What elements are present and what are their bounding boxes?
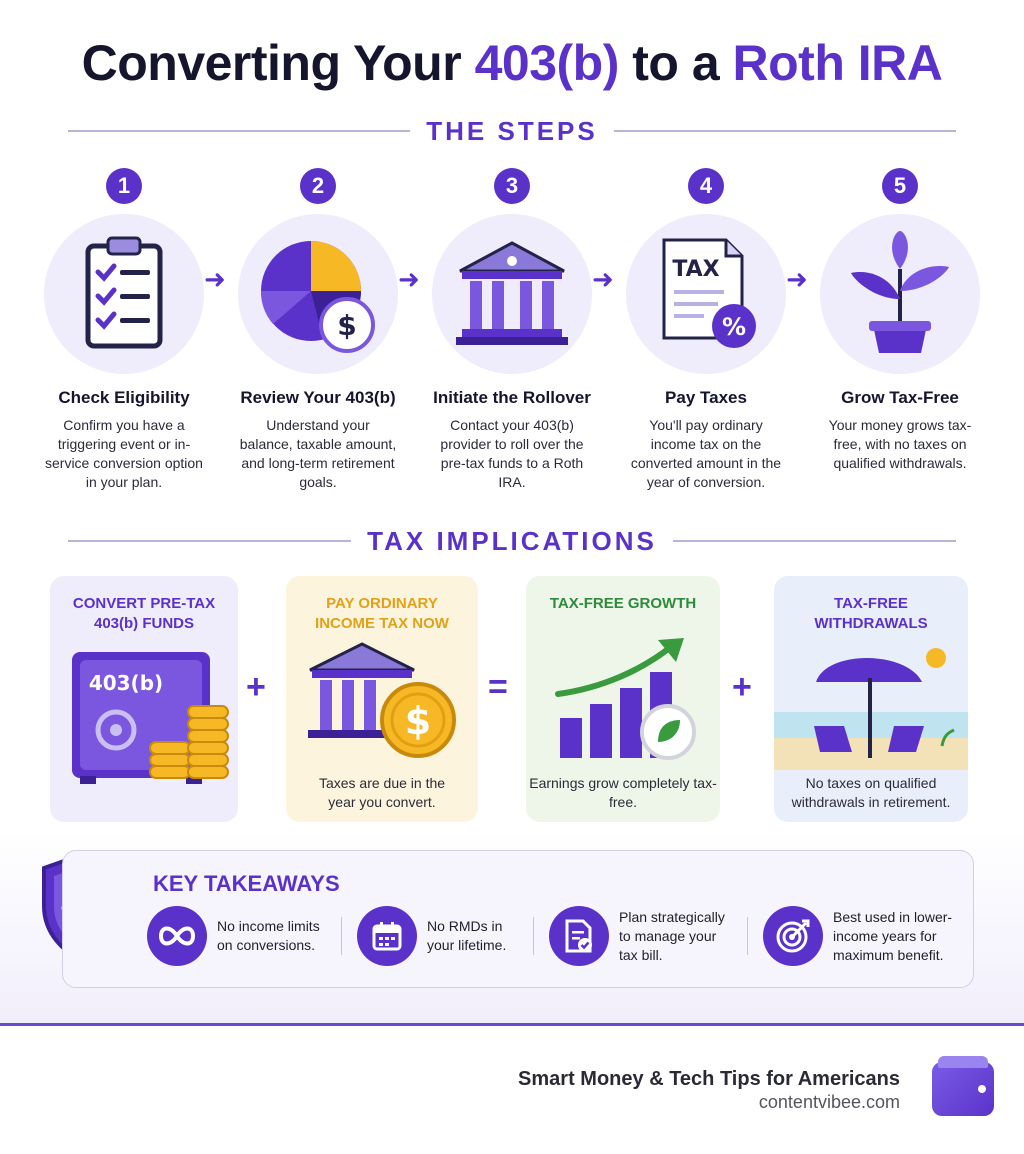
tax-card-withdrawals <box>774 576 968 822</box>
percent-badge: % <box>721 313 747 341</box>
svg-text:$: $ <box>337 309 357 342</box>
takeaway-text: Plan strategically <box>619 908 725 925</box>
plant-pot-icon <box>820 214 980 374</box>
page-title <box>0 34 1024 92</box>
takeaway-text: Best used in lower- <box>833 908 953 925</box>
calendar-icon <box>357 906 417 966</box>
growth-chart-icon <box>552 636 702 771</box>
step-name: Pay Taxes <box>665 388 747 407</box>
tax-card-pay <box>286 576 478 822</box>
tax-card-title: TAX-FREE WITHDRAWALS <box>814 595 928 632</box>
takeaway-text: No RMDs in <box>427 918 503 934</box>
step-4 <box>622 168 790 492</box>
takeaway-text: maximum benefit. <box>833 946 944 963</box>
safe-coins-icon <box>70 646 230 801</box>
key-takeaways-title: KEY TAKEAWAYS <box>153 871 340 896</box>
takeaway-text: tax bill. <box>619 946 663 963</box>
plus-operator: + <box>732 668 752 706</box>
step-number: 4 <box>688 168 724 204</box>
step-3 <box>428 168 596 492</box>
title-part-1: Converting Your <box>81 35 475 91</box>
arrow-right-icon: ➜ <box>398 264 420 294</box>
steps-heading-label: THE STEPS <box>426 115 598 146</box>
wallet-icon <box>932 1062 994 1116</box>
document-check-icon <box>549 906 609 966</box>
step-name: Check Eligibility <box>58 388 190 407</box>
key-takeaways-panel <box>62 850 974 988</box>
takeaway-text: No income limits <box>217 918 320 934</box>
tax-doc-label: TAX <box>672 257 720 282</box>
infinity-icon <box>147 906 207 966</box>
takeaway-item <box>549 901 725 971</box>
takeaway-divider <box>747 917 748 955</box>
coin-symbol: $ <box>404 699 432 743</box>
title-part-2: 403(b) <box>474 35 619 91</box>
takeaway-text: on conversions. <box>217 937 316 953</box>
takeaway-divider <box>341 917 342 955</box>
tax-heading-label: TAX IMPLICATIONS <box>367 525 657 556</box>
step-description: Confirm you have a triggering event or in-service conversion option in your plan. <box>45 417 203 490</box>
takeaway-text: to manage your <box>619 927 717 944</box>
step-number: 2 <box>300 168 336 204</box>
title-part-3: to a <box>618 35 733 91</box>
tax-card-description: No taxes on qualified withdrawals in retirement. <box>791 775 951 810</box>
tax-card-title: CONVERT PRE-TAX 403(b) FUNDS <box>72 595 216 632</box>
target-icon <box>763 906 823 966</box>
step-description: Understand your balance, taxable amount, and long-term retirement goals. <box>239 417 397 490</box>
footer-divider <box>0 1023 1024 1026</box>
takeaway-text: income years for <box>833 927 937 944</box>
tax-card-convert <box>50 576 238 822</box>
step-name: Review Your 403(b) <box>240 388 396 407</box>
footer-site: contentvibee.com <box>758 1092 900 1112</box>
tax-document-icon <box>626 214 786 374</box>
tax-implications-row <box>50 576 970 822</box>
step-description: Your money grows tax-free, with no taxes on qualified withdrawals. <box>828 417 972 471</box>
step-description: You'll pay ordinary income tax on the converted amount in the year of conversion. <box>630 417 782 490</box>
steps-row <box>40 168 984 508</box>
tax-card-title: TAX-FREE GROWTH <box>549 595 697 612</box>
step-5 <box>816 168 984 473</box>
takeaway-divider <box>533 917 534 955</box>
arrow-right-icon: ➜ <box>592 264 614 294</box>
plus-operator: + <box>246 668 266 706</box>
step-number: 1 <box>106 168 142 204</box>
title-part-4: Roth IRA <box>732 35 943 91</box>
arrow-right-icon: ➜ <box>786 264 808 294</box>
steps-section-heading <box>68 116 956 146</box>
arrow-right-icon: ➜ <box>204 264 226 294</box>
step-number: 3 <box>494 168 530 204</box>
tax-card-description: Taxes are due in the year you convert. <box>318 775 446 810</box>
tax-card-title: PAY ORDINARY INCOME TAX NOW <box>315 595 449 632</box>
step-number: 5 <box>882 168 918 204</box>
takeaway-item <box>357 901 506 971</box>
takeaway-item <box>763 901 952 971</box>
pie-chart-dollar-icon <box>238 214 398 374</box>
step-2 <box>234 168 402 492</box>
tax-section-heading <box>68 526 956 556</box>
equals-operator: = <box>488 668 508 706</box>
step-name: Grow Tax-Free <box>841 388 959 407</box>
step-description: Contact your 403(b) provider to roll over the pre-tax funds to a Roth IRA. <box>440 417 584 490</box>
footer-tagline: Smart Money & Tech Tips for Americans <box>518 1068 900 1090</box>
beach-umbrella-icon <box>774 642 968 775</box>
tax-card-growth <box>526 576 720 822</box>
bank-coin-icon <box>302 640 462 765</box>
takeaway-text: your lifetime. <box>427 937 507 953</box>
clipboard-checklist-icon <box>44 214 204 374</box>
safe-label: 403(b) <box>88 671 164 695</box>
step-name: Initiate the Rollover <box>433 388 591 407</box>
bank-building-icon <box>432 214 592 374</box>
step-1 <box>40 168 208 492</box>
tax-card-description: Earnings grow completely tax-free. <box>529 775 717 810</box>
takeaway-item <box>147 901 320 971</box>
